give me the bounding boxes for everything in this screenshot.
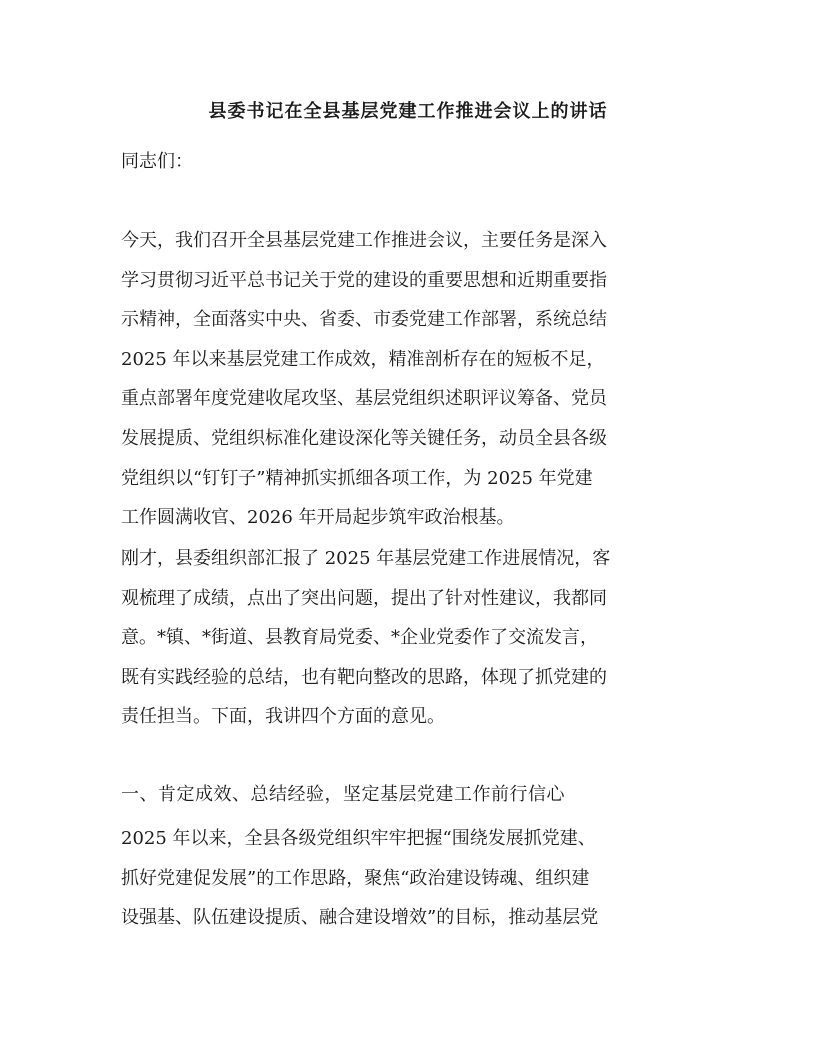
paragraph-line: 学习贯彻习近平总书记关于党的建设的重要思想和近期重要指	[121, 269, 607, 291]
paragraph-line: 设强基、队伍建设提质、融合建设增效”的目标，推动基层党	[121, 907, 599, 929]
paragraph-line: 责任担当。下面，我讲四个方面的意见。	[121, 706, 445, 728]
section-heading-1: 一、肯定成效、总结经验，坚定基层党建工作前行信心	[121, 784, 565, 805]
paragraph-line: 工作圆满收官、2026 年开局起步筑牢政治根基。	[121, 507, 515, 529]
paragraph-line: 意。*镇、*街道、县教育局党委、*企业党委作了交流发言，	[121, 627, 598, 649]
paragraph-line: 抓好党建促发展”的工作思路，聚焦“政治建设铸魂、组织建	[121, 867, 590, 889]
paragraph-line: 2025 年以来基层党建工作成效，精准剖析存在的短板不足，	[121, 348, 605, 370]
paragraph-line: 2025 年以来，全县各级党组织牢牢把握“围绕发展抓党建、	[121, 828, 596, 849]
paragraph-line: 观梳理了成绩，点出了突出问题，提出了针对性建议，我都同	[121, 587, 607, 609]
paragraph-line: 今天，我们召开全县基层党建工作推进会议，主要任务是深入	[121, 230, 607, 251]
paragraph-line: 示精神，全面落实中央、省委、市委党建工作部署，系统总结	[121, 309, 607, 331]
paragraph-line: 刚才，县委组织部汇报了 2025 年基层党建工作进展情况，客	[121, 548, 611, 569]
paragraph-achievements	[121, 819, 697, 938]
document-title: 县委书记在全县基层党建工作推进会议上的讲话	[208, 101, 608, 122]
paragraph-line: 既有实践经验的总结，也有靶向整改的思路，体现了抓党建的	[121, 666, 607, 688]
paragraph-line: 重点部署年度党建收尾攻坚、基层党组织述职评议筹备、党员	[121, 388, 607, 410]
paragraph-line: 发展提质、党组织标准化建设深化等关键任务，动员全县各级	[121, 427, 607, 449]
greeting: 同志们：	[121, 151, 193, 172]
paragraph-opening	[121, 221, 697, 538]
paragraph-review	[121, 539, 697, 737]
paragraph-line: 党组织以“钉钉子”精神抓实抓细各项工作，为 2025 年党建	[121, 467, 593, 489]
